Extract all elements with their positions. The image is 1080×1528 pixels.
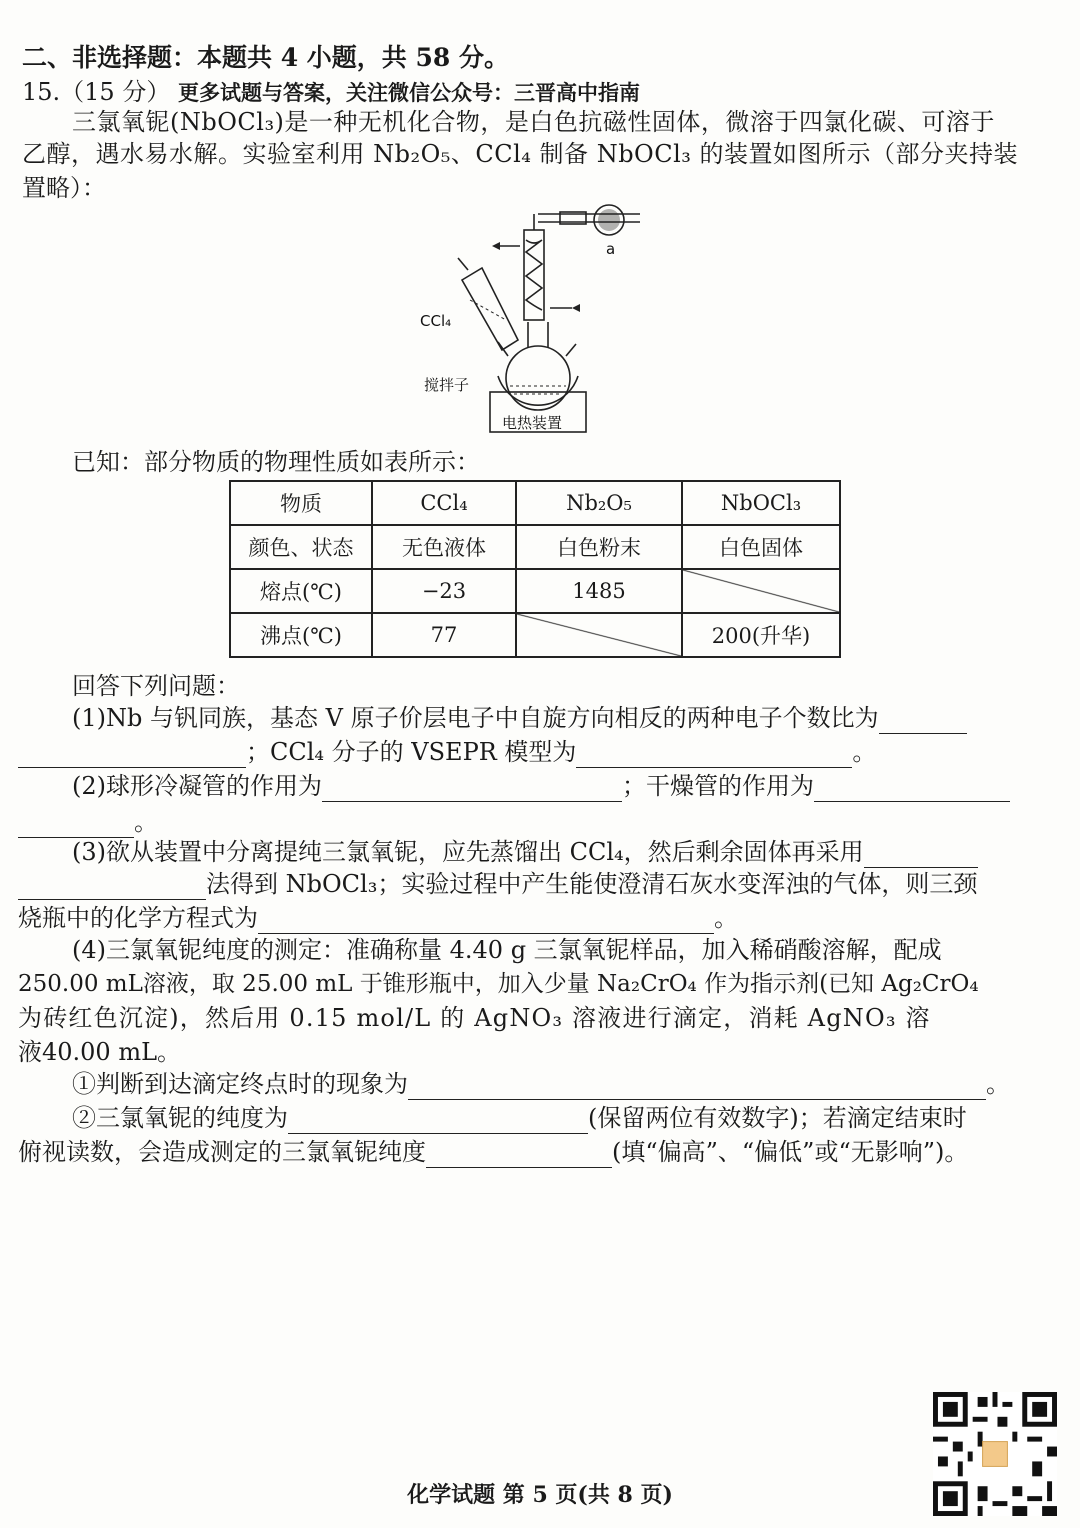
table-cell: 熔点(℃) [230,569,372,613]
table-cell-empty [682,569,840,613]
table-cell: −23 [372,569,516,613]
answer-blank[interactable] [426,1141,612,1168]
table-cell: 白色固体 [682,525,840,569]
answer-blank[interactable] [864,841,978,868]
q2-line-1 [72,770,1010,802]
question-number-line [22,76,640,109]
table-row [230,569,840,613]
q1-end: 。 [852,738,877,766]
intro-line-3: 置略）： [22,174,106,202]
header-cell: Nb₂O₅ [516,481,682,525]
table-row [230,613,840,657]
question-number: 15.（15 分） [22,78,171,106]
answer-lead: 回答下列问题： [72,672,240,700]
label-stirrer: 搅拌子 [424,376,470,394]
q4-sub3-text-b: (填“偏高”、“偏低”或“无影响”)。 [612,1138,969,1166]
answer-blank[interactable] [288,1107,588,1134]
table-cell: 1485 [516,569,682,613]
q2-text-b: ；干燥管的作用为 [622,772,814,800]
answer-blank[interactable] [879,707,967,734]
q1-text-b: ；CCl₄ 分子的 VSEPR 模型为 [246,738,577,766]
intro-line-1: 三氯氧铌(NbOCl₃)是一种无机化合物，是白色抗磁性固体，微溶于四氯化碳、可溶于 [72,108,995,136]
q1-line-1 [72,702,967,734]
q4-sub3-text-a: 俯视读数，会造成测定的三氯氧铌纯度 [18,1138,426,1166]
answer-blank[interactable] [18,873,206,900]
answer-blank[interactable] [18,741,246,768]
table-cell: 颜色、状态 [230,525,372,569]
q3-line-3 [18,902,738,934]
promo-text: 更多试题与答案，关注微信公众号：三晋高中指南 [177,81,640,105]
header-cell: 物质 [230,481,372,525]
label-heater: 电热装置 [502,414,563,432]
q4-sub2-text-b: (保留两位有效数字)；若滴定结束时 [588,1104,967,1132]
table-header-row [230,481,840,525]
page-footer: 化学试题 第 5 页(共 8 页) [407,1482,673,1508]
q2-line-2 [18,806,158,838]
q4-sub3 [18,1136,968,1168]
q4-sub1-end: 。 [986,1070,1010,1098]
intro-line-2: 乙醇，遇水易水解。实验室利用 Nb₂O₅、CCl₄ 制备 NbOCl₃ 的装置如图所示（部分夹持装 [22,140,1019,168]
q2-end: 。 [134,808,158,836]
q3-text-a: (3)欲从装置中分离提纯三氯氧铌，应先蒸馏出 CCl₄，然后剩余固体再采用 [72,838,864,866]
answer-blank[interactable] [814,775,1010,802]
table-cell: 白色粉末 [516,525,682,569]
section-header: 二、非选择题：本题共 4 小题，共 58 分。 [22,43,510,72]
q4-sub2 [72,1102,967,1134]
table-cell: 无色液体 [372,525,516,569]
q2-text-a: (2)球形冷凝管的作用为 [72,772,322,800]
q1-text-a: (1)Nb 与钒同族，基态 V 原子价层电子中自旋方向相反的两种电子个数比为 [72,704,879,732]
q4-sub1 [72,1068,1010,1100]
properties-table [229,480,841,658]
q4-sub2-text-a: ②三氯氧铌的纯度为 [72,1104,288,1132]
answer-blank[interactable] [258,907,714,934]
header-cell: NbOCl₃ [682,481,840,525]
q3-line-2 [18,868,977,900]
q4-sub1-text: ①判断到达滴定终点时的现象为 [72,1070,408,1098]
table-row [230,525,840,569]
answer-blank[interactable] [18,811,134,838]
q3-text-b: 法得到 NbOCl₃；实验过程中产生能使澄清石灰水变浑浊的气体，则三颈 [206,870,978,898]
answer-blank[interactable] [322,775,622,802]
answer-blank[interactable] [576,741,852,768]
q4-line-2: 250.00 mL溶液，取 25.00 mL 于锥形瓶中，加入少量 Na₂CrO₄ 作为指示剂(已知 Ag₂CrO₄ [18,971,979,997]
table-cell-empty [516,613,682,657]
q3-text-c: 烧瓶中的化学方程式为 [18,904,258,932]
q4-line-4: 液40.00 mL。 [18,1038,182,1066]
header-cell: CCl₄ [372,481,516,525]
q3-end: 。 [714,904,738,932]
table-cell: 77 [372,613,516,657]
table-cell: 沸点(℃) [230,613,372,657]
q3-line-1 [72,836,978,868]
q4-line-3: 为砖红色沉淀)，然后用 0.15 mol/L 的 AgNO₃ 溶液进行滴定，消耗 AgNO₃ 溶 [18,1004,931,1032]
known-line: 已知：部分物质的物理性质如表所示： [72,448,480,476]
label-a: a [606,240,616,258]
answer-blank[interactable] [408,1073,986,1100]
q4-line-1: (4)三氯氧铌纯度的测定：准确称量 4.40 g 三氯氧铌样品，加入稀硝酸溶解，配成 [72,936,942,964]
table-cell: 200(升华) [682,613,840,657]
apparatus-diagram [410,200,670,440]
q1-line-2 [18,736,876,768]
label-ccl4: CCl₄ [420,312,452,330]
